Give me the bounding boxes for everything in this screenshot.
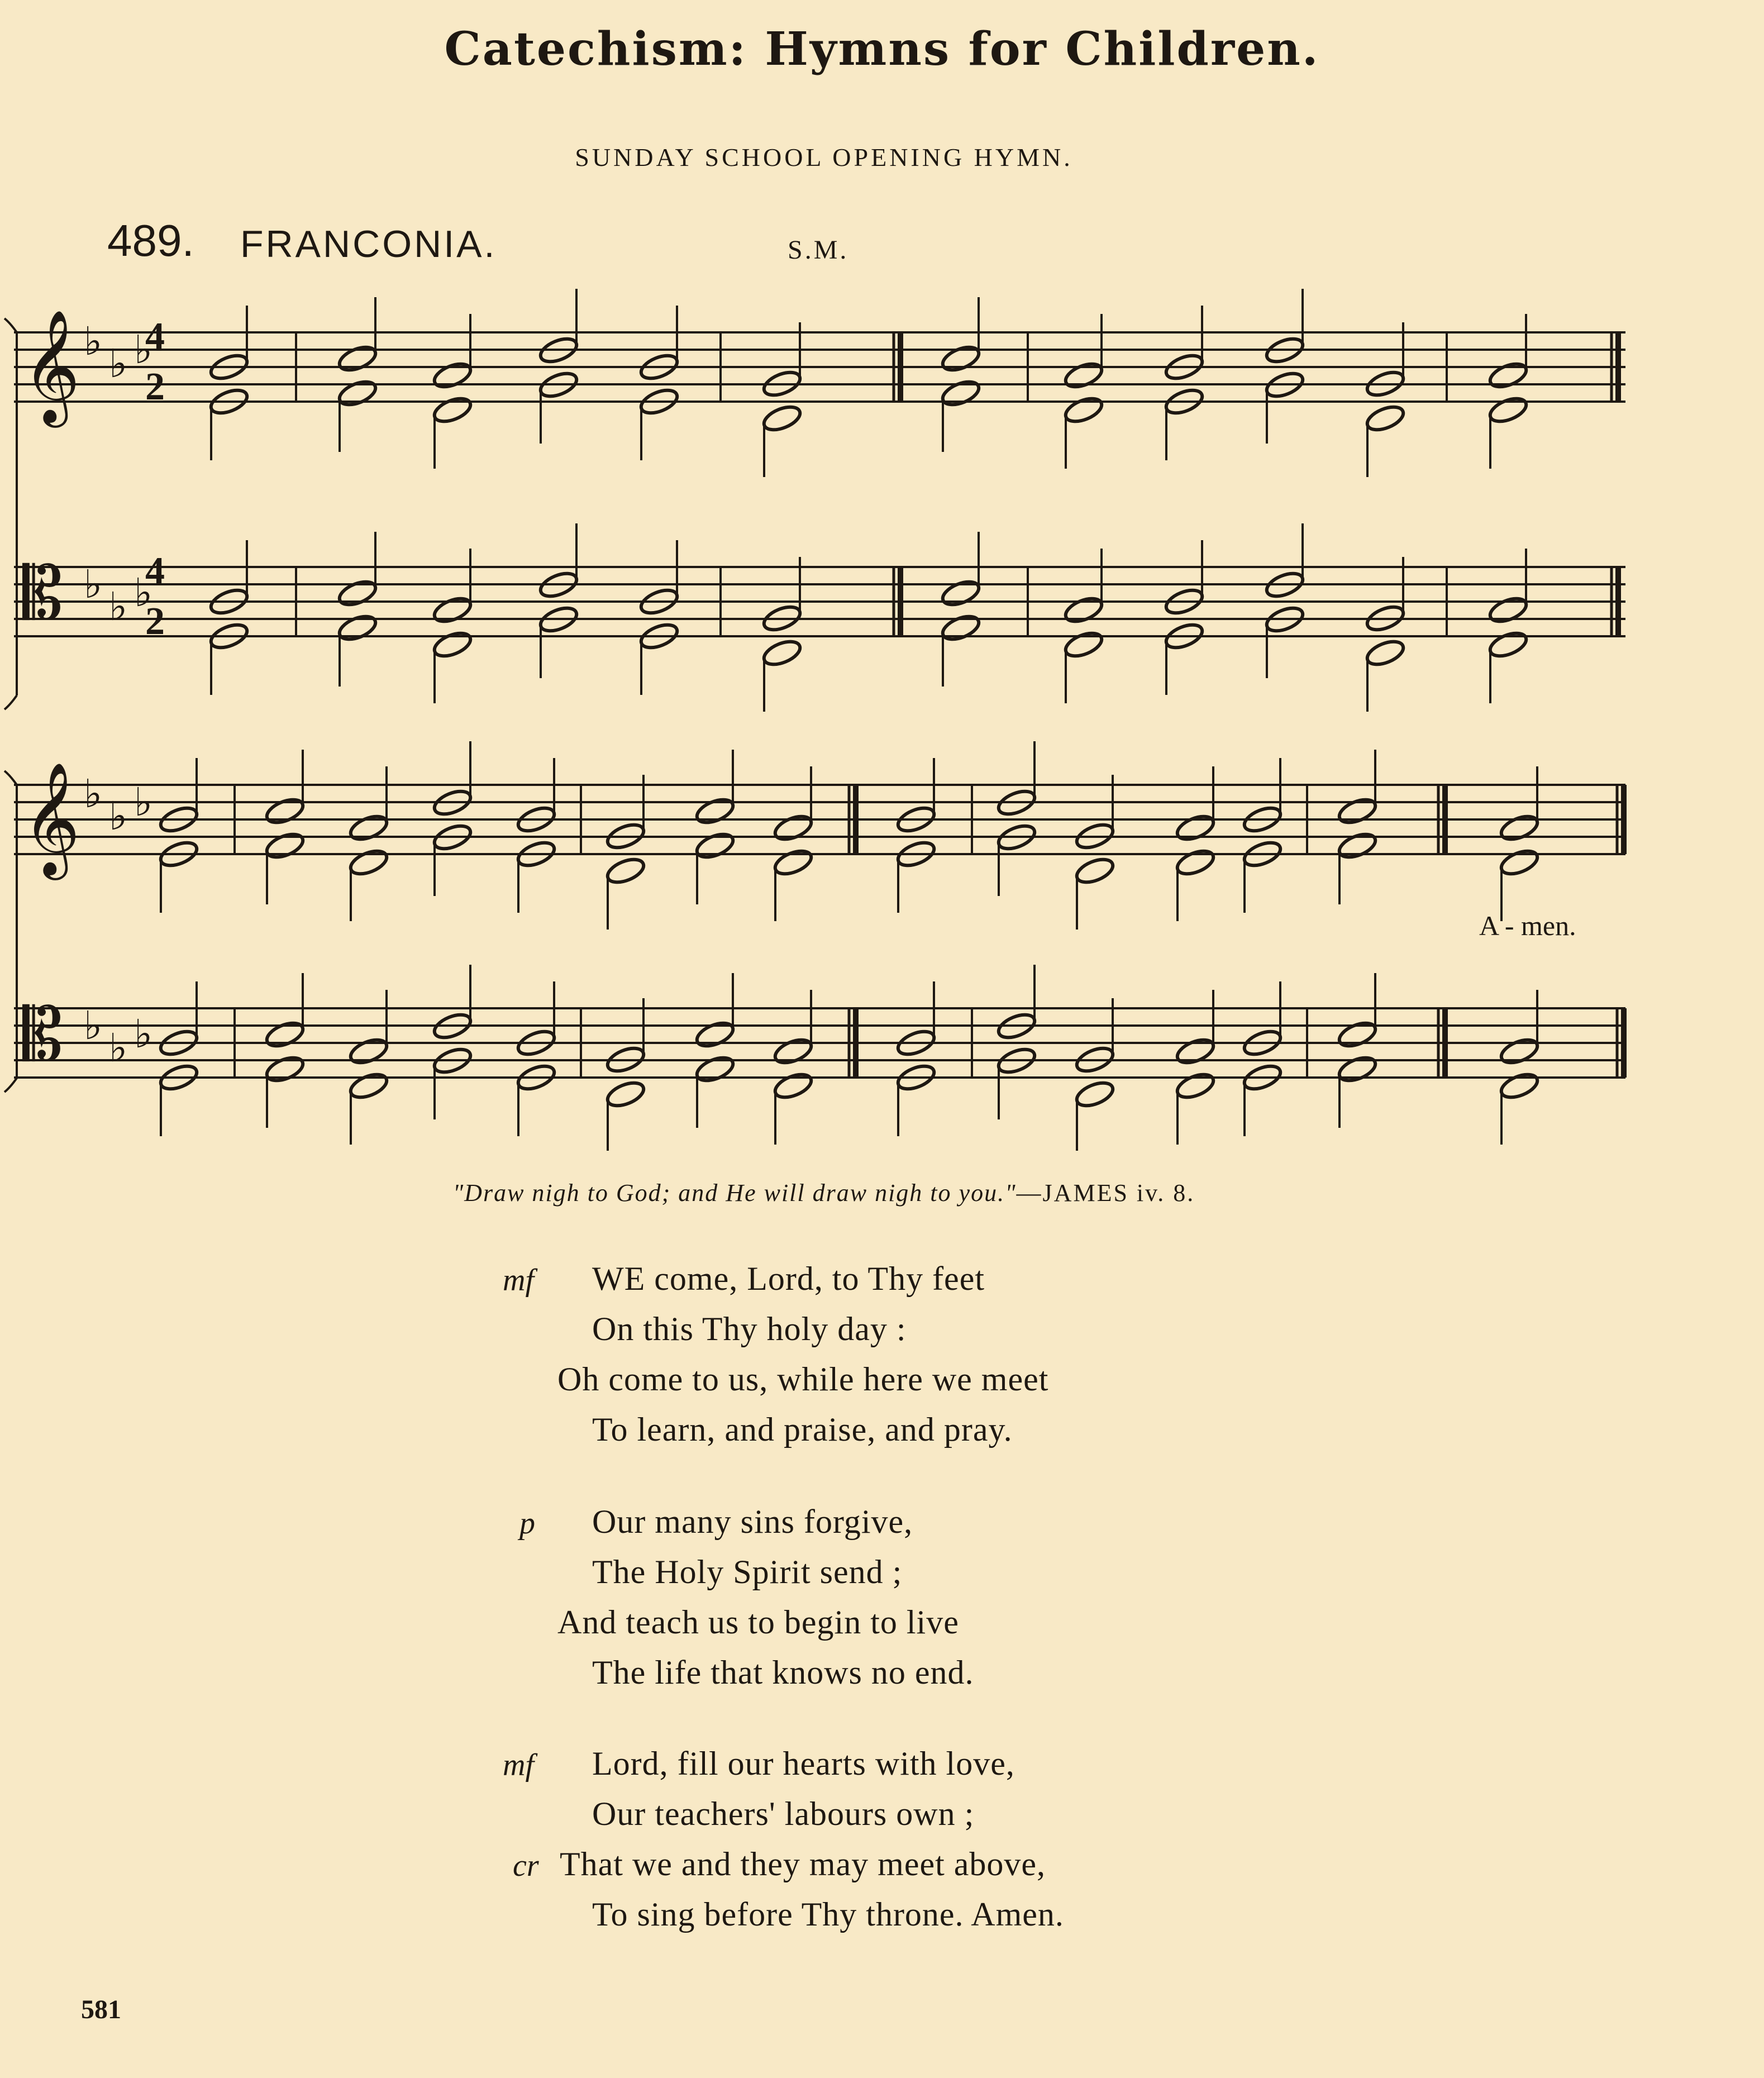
scripture-epigraph: [0, 1179, 1648, 1207]
verse-3-dynamic: mf: [503, 1748, 534, 1782]
verse-1-line-2: On this Thy holy day :: [592, 1310, 907, 1347]
note-head-upper: [694, 1019, 736, 1051]
note-head-upper: [1174, 812, 1217, 844]
note-head-upper: [431, 594, 474, 626]
flat-sign: ♭: [84, 561, 103, 607]
note-head-lower: [1074, 1079, 1116, 1111]
c-clef: 𝄡: [22, 551, 63, 636]
note-head-lower: [1364, 403, 1407, 435]
system-brace-1: [4, 318, 17, 709]
flat-sign: ♭: [134, 779, 153, 825]
verse-2-line-1: Our many sins forgive,: [592, 1503, 913, 1540]
note-head-lower: [336, 378, 379, 409]
hymn-heading: SUNDAY SCHOOL OPENING HYMN.: [575, 143, 1073, 171]
note-head-lower: [1062, 629, 1105, 661]
note-head-lower: [1498, 1070, 1541, 1102]
verse-3-line-2: Our teachers' labours own ;: [592, 1795, 975, 1832]
treble-clef: 𝄞: [22, 309, 80, 423]
note-head-lower: [604, 1079, 647, 1111]
note-head-lower: [1487, 394, 1529, 426]
time-signature-bottom-bass-1: 2: [145, 600, 165, 643]
note-head-upper: [336, 578, 379, 609]
scripture-reference: —JAMES iv. 8.: [1016, 1179, 1195, 1207]
flat-sign: ♭: [134, 1011, 153, 1057]
verse-2-line-3: And teach us to begin to live: [557, 1604, 959, 1641]
tune-name: FRANCONIA.: [240, 223, 497, 265]
note-head-lower: [347, 847, 390, 879]
time-signature-bottom-treble-1: 2: [145, 365, 165, 408]
flat-sign: ♭: [134, 327, 153, 373]
verse-2-line-2: The Holy Spirit send ;: [592, 1553, 903, 1590]
flat-sign: ♭: [134, 570, 153, 616]
note-head-lower: [761, 403, 803, 435]
note-head-upper: [940, 578, 982, 609]
note-head-lower: [940, 612, 982, 644]
note-head-upper: [1062, 360, 1105, 392]
treble-clef: 𝄞: [22, 762, 80, 875]
note-head-lower: [1174, 847, 1217, 879]
page-number: 581: [81, 1995, 121, 2024]
note-head-lower: [431, 394, 474, 426]
note-head-upper: [1498, 812, 1541, 844]
note-head-upper: [772, 1036, 814, 1067]
time-signature-top-bass-1: 4: [145, 550, 165, 593]
verse-2-dynamic: p: [519, 1506, 535, 1541]
hymn-number: 489.: [107, 216, 194, 265]
note-head-upper: [347, 1036, 390, 1067]
amen-syllables: A - men.: [1479, 910, 1576, 941]
flat-sign: ♭: [109, 793, 128, 839]
note-head-upper: [694, 795, 736, 827]
flat-sign: ♭: [84, 318, 103, 364]
note-head-lower: [1336, 830, 1379, 862]
note-head-upper: [264, 795, 306, 827]
verse-3-line-3-dynamic: cr: [513, 1848, 539, 1883]
note-head-lower: [1336, 1054, 1379, 1085]
flat-sign: ♭: [109, 1025, 128, 1071]
note-head-upper: [1487, 360, 1529, 392]
flat-sign: ♭: [109, 341, 128, 387]
note-head-upper: [431, 360, 474, 392]
note-head-upper: [347, 812, 390, 844]
note-head-lower: [1364, 637, 1407, 669]
flat-sign: ♭: [84, 1003, 103, 1048]
verse-3-line-3: That we and they may meet above,: [560, 1846, 1046, 1882]
note-head-upper: [772, 812, 814, 844]
note-head-upper: [336, 343, 379, 375]
verse-1-line-3: Oh come to us, while here we meet: [557, 1361, 1049, 1398]
note-head-lower: [347, 1070, 390, 1102]
note-head-lower: [940, 378, 982, 409]
note-head-lower: [1487, 629, 1529, 661]
c-clef: 𝄡: [22, 992, 63, 1077]
note-head-lower: [694, 830, 736, 862]
note-head-lower: [431, 629, 474, 661]
verse-1-line-4: To learn, and praise, and pray.: [592, 1411, 1013, 1448]
note-head-upper: [1174, 1036, 1217, 1067]
note-head-lower: [761, 637, 803, 669]
flat-sign: ♭: [109, 584, 128, 630]
scripture-text: "Draw nigh to God; and He will draw nigh to you.": [452, 1179, 1017, 1207]
note-head-lower: [694, 1054, 736, 1085]
note-head-lower: [264, 830, 306, 862]
note-head-lower: [1174, 1070, 1217, 1102]
note-head-lower: [1062, 394, 1105, 426]
note-head-upper: [264, 1019, 306, 1051]
note-head-upper: [940, 343, 982, 375]
time-signature-top-treble-1: 4: [145, 315, 165, 358]
verse-3-line-1: Lord, fill our hearts with love,: [592, 1745, 1015, 1782]
running-title: Catechism: Hymns for Children.: [444, 22, 1320, 76]
note-head-upper: [1062, 594, 1105, 626]
verse-3-line-4: To sing before Thy throne. Amen.: [592, 1896, 1064, 1933]
note-head-lower: [1074, 855, 1116, 887]
meter: S.M.: [788, 235, 849, 265]
verse-1-dynamic: mf: [503, 1263, 534, 1298]
note-head-upper: [1498, 1036, 1541, 1067]
note-head-lower: [604, 855, 647, 887]
note-head-lower: [336, 612, 379, 644]
note-head-lower: [1498, 847, 1541, 879]
note-head-lower: [772, 1070, 814, 1102]
music-score: [0, 279, 1764, 1151]
flat-sign: ♭: [84, 771, 103, 817]
note-head-upper: [1336, 795, 1379, 827]
note-head-upper: [1336, 1019, 1379, 1051]
note-head-lower: [264, 1054, 306, 1085]
note-head-lower: [772, 847, 814, 879]
verse-2-line-4: The life that knows no end.: [592, 1654, 974, 1691]
verse-1-line-1: WE come, Lord, to Thy feet: [592, 1260, 985, 1297]
note-head-upper: [1487, 594, 1529, 626]
